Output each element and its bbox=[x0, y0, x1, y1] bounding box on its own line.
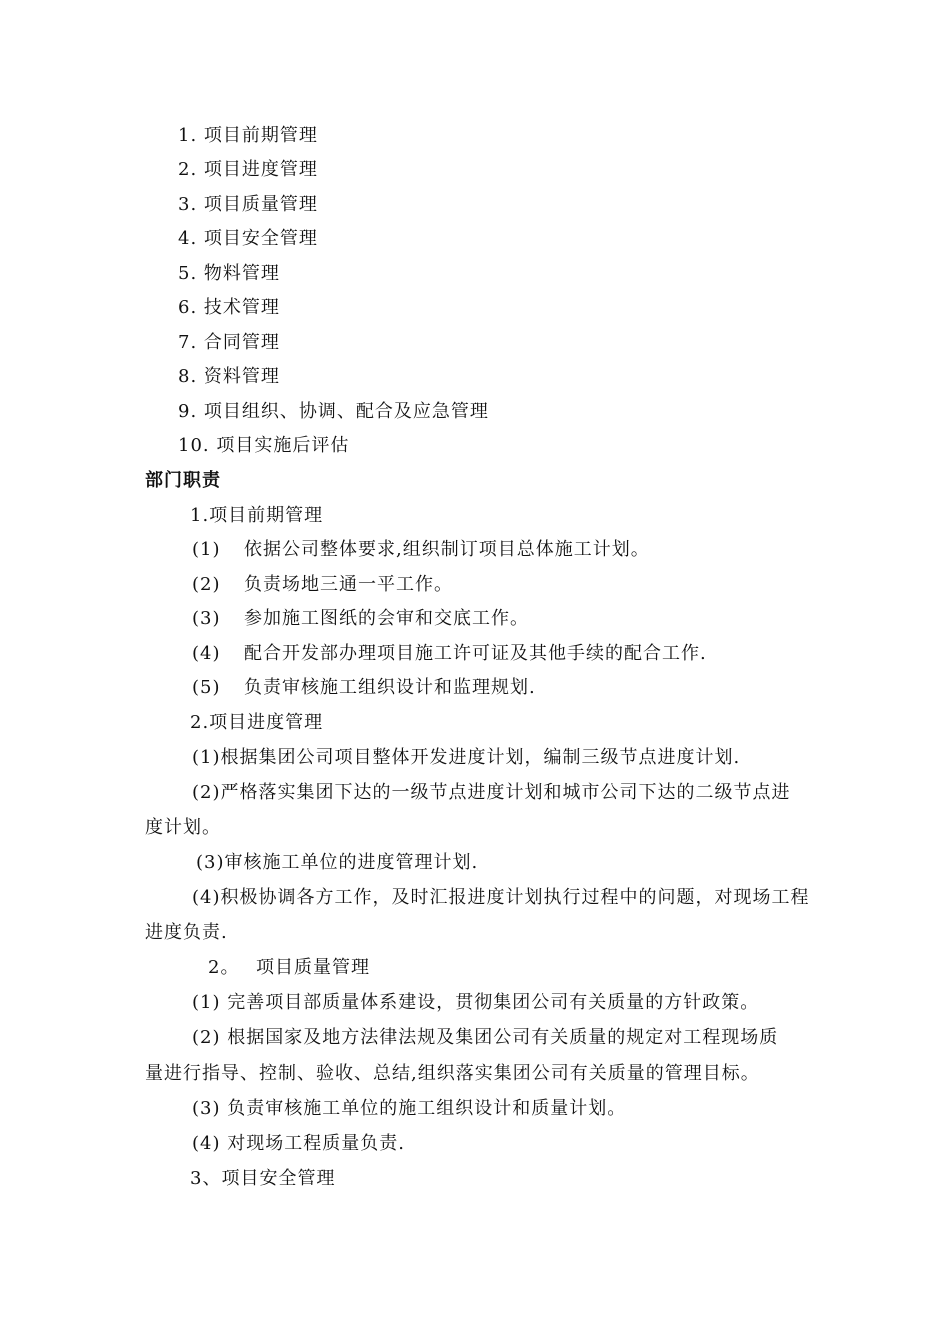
item-text: 参加施工图纸的会审和交底工作。 bbox=[244, 608, 529, 629]
toc-text: 项目质量管理 bbox=[203, 194, 318, 215]
item-text: 负责审核施工组织设计和监理规划. bbox=[244, 677, 536, 698]
subsection-title bbox=[208, 956, 370, 980]
subsection-title: 2.项目进度管理 bbox=[190, 712, 324, 733]
paragraph: (4) 对现场工程质量负责. bbox=[192, 1133, 405, 1154]
item-num: (2) bbox=[192, 574, 221, 595]
toc-num: 10. bbox=[178, 435, 210, 456]
subsection-num: 2。 bbox=[208, 957, 240, 978]
item-num: (4) bbox=[192, 643, 221, 664]
toc-item bbox=[178, 227, 318, 251]
toc-num: 4. bbox=[178, 228, 198, 249]
item-num: (3) bbox=[192, 608, 221, 629]
toc-item bbox=[178, 124, 318, 148]
subsection-title: 3、项目安全管理 bbox=[190, 1168, 336, 1189]
paragraph-continuation: 量进行指导、控制、验收、总结,组织落实集团公司有关质量的管理目标。 bbox=[145, 1063, 760, 1084]
subsection-title: 1.项目前期管理 bbox=[190, 505, 324, 526]
list-item bbox=[192, 676, 536, 700]
toc-num: 6. bbox=[178, 297, 198, 318]
list-item bbox=[192, 573, 453, 597]
paragraph: (3)审核施工单位的进度管理计划. bbox=[196, 852, 479, 873]
toc-text: 项目实施后评估 bbox=[216, 435, 350, 456]
toc-item bbox=[178, 331, 280, 355]
item-num: (5) bbox=[192, 677, 221, 698]
item-num: (1) bbox=[192, 539, 221, 560]
paragraph: (1)根据集团公司项目整体开发进度计划，编制三级节点进度计划. bbox=[192, 747, 741, 768]
toc-text: 合同管理 bbox=[203, 332, 280, 353]
paragraph: (2)严格落实集团下达的一级节点进度计划和城市公司下达的二级节点进 bbox=[192, 782, 791, 803]
toc-text: 项目组织、协调、配合及应急管理 bbox=[203, 401, 489, 422]
toc-num: 7. bbox=[178, 332, 198, 353]
subsection-text: 项目质量管理 bbox=[256, 957, 370, 978]
toc-item bbox=[178, 365, 280, 389]
list-item bbox=[192, 642, 707, 666]
paragraph: (4)积极协调各方工作，及时汇报进度计划执行过程中的问题，对现场工程 bbox=[192, 887, 810, 908]
paragraph: (3) 负责审核施工单位的施工组织设计和质量计划。 bbox=[192, 1098, 627, 1119]
toc-item bbox=[178, 296, 280, 320]
paragraph-continuation: 度计划。 bbox=[145, 817, 221, 838]
toc-num: 2. bbox=[178, 159, 198, 180]
item-text: 依据公司整体要求,组织制订项目总体施工计划。 bbox=[244, 539, 650, 560]
toc-item bbox=[178, 434, 349, 458]
section-heading: 部门职责 bbox=[145, 470, 221, 491]
toc-text: 项目安全管理 bbox=[203, 228, 318, 249]
paragraph-continuation: 进度负责. bbox=[145, 922, 228, 943]
toc-item bbox=[178, 158, 318, 182]
list-item bbox=[192, 607, 529, 631]
toc-num: 5. bbox=[178, 263, 198, 284]
paragraph: (1) 完善项目部质量体系建设，贯彻集团公司有关质量的方针政策。 bbox=[192, 992, 760, 1013]
toc-item bbox=[178, 400, 489, 424]
item-text: 负责场地三通一平工作。 bbox=[244, 574, 453, 595]
toc-text: 项目前期管理 bbox=[203, 125, 318, 146]
toc-num: 1. bbox=[178, 125, 198, 146]
toc-text: 技术管理 bbox=[203, 297, 280, 318]
toc-text: 物料管理 bbox=[203, 263, 280, 284]
toc-item bbox=[178, 193, 318, 217]
toc-text: 项目进度管理 bbox=[203, 159, 318, 180]
toc-num: 9. bbox=[178, 401, 198, 422]
toc-num: 8. bbox=[178, 366, 198, 387]
list-item bbox=[192, 538, 650, 562]
item-text: 配合开发部办理项目施工许可证及其他手续的配合工作. bbox=[244, 643, 707, 664]
toc-num: 3. bbox=[178, 194, 198, 215]
paragraph: (2) 根据国家及地方法律法规及集团公司有关质量的规定对工程现场质 bbox=[192, 1027, 779, 1048]
toc-text: 资料管理 bbox=[203, 366, 280, 387]
toc-item bbox=[178, 262, 280, 286]
